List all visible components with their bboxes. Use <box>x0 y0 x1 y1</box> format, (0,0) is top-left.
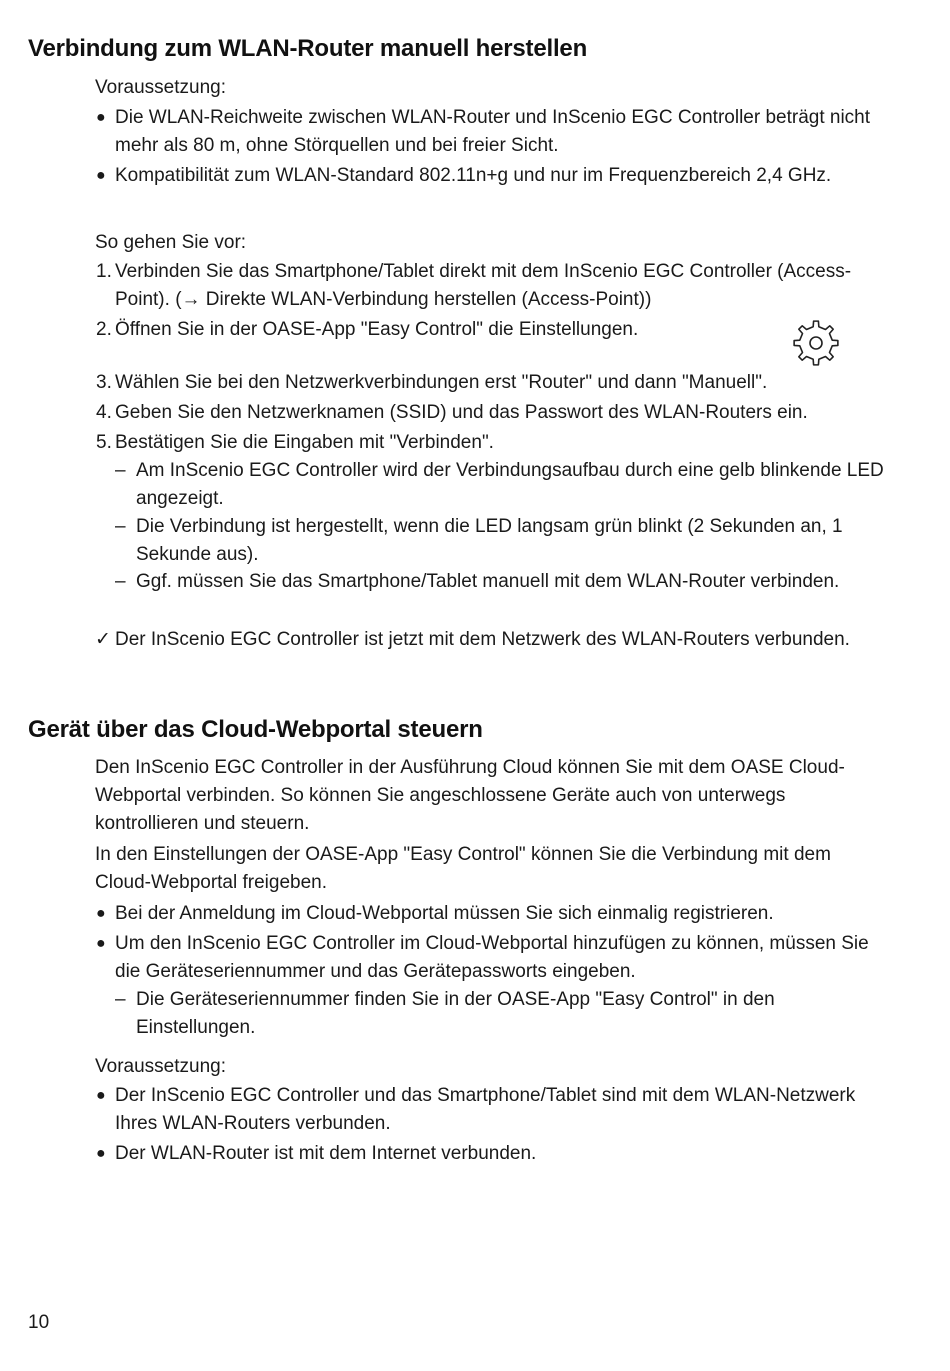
step-text: Wählen Sie bei den Netzwerkverbindungen erst "Router" und dann "Manuell". <box>115 372 768 393</box>
bullet-marker: ● <box>96 1087 106 1104</box>
prerequisite-text: Kompatibilität zum WLAN-Standard 802.11n+g und nur im Frequenzbereich 2,4 GHz. <box>115 165 832 186</box>
bullet-marker: ● <box>96 905 106 922</box>
step-number: 1. <box>96 261 112 282</box>
prerequisite-item <box>95 162 885 190</box>
result-item <box>95 626 885 654</box>
substep-text: Die Verbindung ist hergestellt, wenn die LED langsam grün blinkt (2 Sekunden an, 1 Sekunde aus). <box>136 516 843 565</box>
check-icon: ✓ <box>95 629 111 650</box>
cloud-bullet-item <box>95 930 885 986</box>
substep-item <box>115 568 885 596</box>
page-number: 10 <box>28 1312 50 1333</box>
cloud-subbullet-text: Die Geräteseriennummer finden Sie in der OASE-App "Easy Control" in den Einstellungen. <box>136 989 775 1038</box>
bullet-marker: ● <box>96 1145 106 1162</box>
gear-icon <box>790 317 842 369</box>
section-title-wlan-router: Verbindung zum WLAN-Router manuell herstellen <box>28 35 588 62</box>
cloud-intro-paragraph: Den InScenio EGC Controller in der Ausführung Cloud können Sie mit dem OASE Cloud-Webportal verbinden. So können Sie angeschlossene Geräte auch von unterwegs kontrollieren und steuern. <box>95 757 845 834</box>
dash-marker: – <box>115 516 126 537</box>
bullet-marker: ● <box>96 167 106 184</box>
step-text: Öffnen Sie in der OASE-App "Easy Control" die Einstellungen. <box>115 319 639 340</box>
prerequisite-label: Voraussetzung: <box>95 77 226 98</box>
step-number: 2. <box>96 319 112 340</box>
step-item <box>95 316 885 344</box>
prerequisite-text: Der InScenio EGC Controller und das Smartphone/Tablet sind mit dem WLAN-Netzwerk Ihres WLAN-Routers verbunden. <box>115 1085 856 1134</box>
prerequisite-item <box>95 1140 885 1168</box>
result-text: Der InScenio EGC Controller ist jetzt mit dem Netzwerk des WLAN-Routers verbunden. <box>115 629 850 650</box>
procedure-label: So gehen Sie vor: <box>95 232 247 253</box>
prerequisite-label: Voraussetzung: <box>95 1056 226 1077</box>
substep-item <box>115 457 885 513</box>
step-text: Verbinden Sie das Smartphone/Tablet direkt mit dem InScenio EGC Controller (Access-Point). (→ Direkte WLAN-Verbindung herstellen (Access-Point)) <box>115 261 852 310</box>
step-number: 3. <box>96 372 112 393</box>
dash-marker: – <box>115 571 126 592</box>
prerequisite-text: Der WLAN-Router ist mit dem Internet verbunden. <box>115 1143 537 1164</box>
bullet-marker: ● <box>96 935 106 952</box>
cloud-bullet-text: Um den InScenio EGC Controller im Cloud-Webportal hinzufügen zu können, müssen Sie die Geräteseriennummer und das Gerätepassworts eingeben. <box>115 933 869 982</box>
dash-marker: – <box>115 989 126 1010</box>
substep-item <box>115 513 885 569</box>
substep-text: Ggf. müssen Sie das Smartphone/Tablet manuell mit dem WLAN-Router verbinden. <box>136 571 840 592</box>
step-item <box>95 369 885 397</box>
step-number: 4. <box>96 402 112 423</box>
prerequisite-item <box>95 1082 885 1138</box>
step-text: Geben Sie den Netzwerknamen (SSID) und das Passwort des WLAN-Routers ein. <box>115 402 808 423</box>
cloud-bullet-item <box>95 900 885 928</box>
prerequisite-item <box>95 104 885 160</box>
prerequisite-text: Die WLAN-Reichweite zwischen WLAN-Router und InScenio EGC Controller beträgt nicht mehr als 80 m, ohne Störquellen und bei freier Sicht. <box>115 107 871 156</box>
cloud-settings-paragraph: In den Einstellungen der OASE-App "Easy Control" können Sie die Verbindung mit dem Cloud-Webportal freigeben. <box>95 844 831 893</box>
step-item <box>95 429 885 457</box>
bullet-marker: ● <box>96 109 106 126</box>
dash-marker: – <box>115 460 126 481</box>
section-title-cloud-webportal: Gerät über das Cloud-Webportal steuern <box>28 716 483 743</box>
step-item <box>95 258 885 314</box>
substep-text: Am InScenio EGC Controller wird der Verbindungsaufbau durch eine gelb blinkende LED angezeigt. <box>136 460 884 509</box>
step-number: 5. <box>96 432 112 453</box>
step-text: Bestätigen Sie die Eingaben mit "Verbinden". <box>115 432 494 453</box>
cloud-subbullet-item <box>115 986 885 1042</box>
cloud-bullet-text: Bei der Anmeldung im Cloud-Webportal müssen Sie sich einmalig registrieren. <box>115 903 774 924</box>
step-item <box>95 399 885 427</box>
